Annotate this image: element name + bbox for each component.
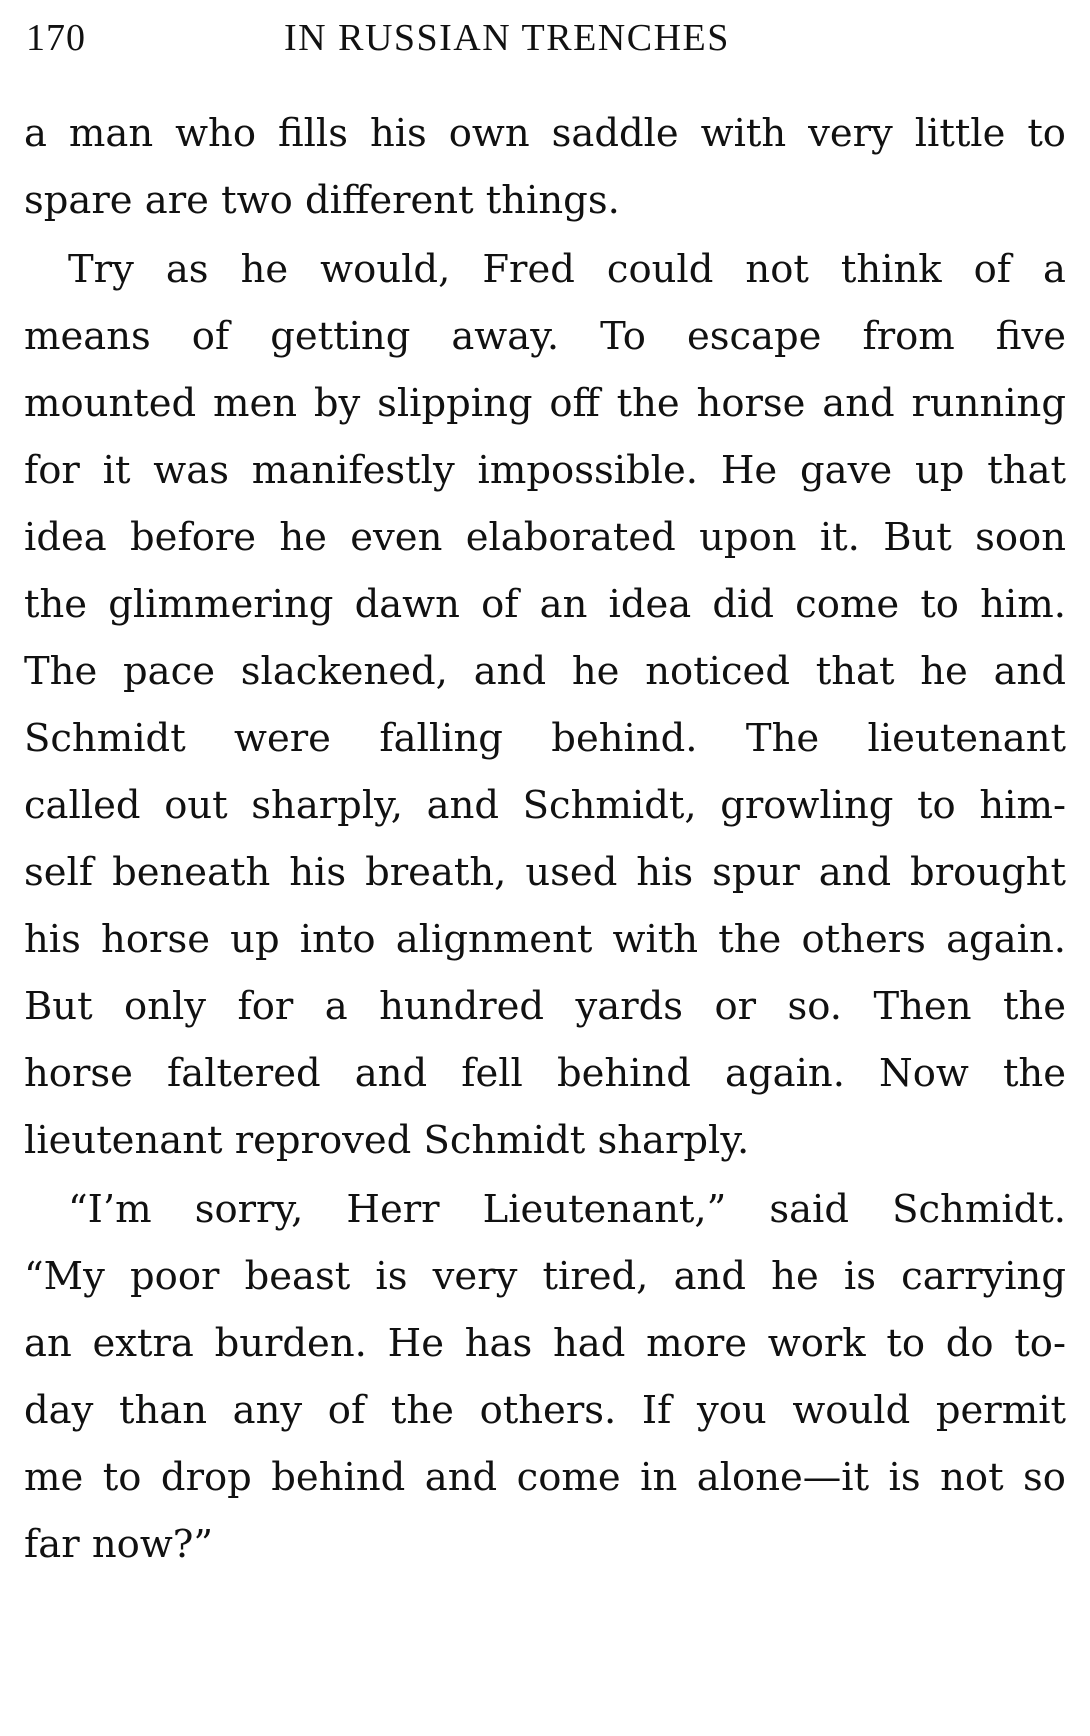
text-line: Schmidt were falling behind. The lieutenant bbox=[24, 716, 1066, 761]
text-line: a man who fills his own saddle with very little to bbox=[24, 111, 1066, 156]
page-number: 170 bbox=[26, 17, 86, 59]
text-line: self beneath his breath, used his spur and brought bbox=[24, 850, 1066, 895]
text-line: horse faltered and fell behind again. Now the bbox=[24, 1051, 1066, 1096]
text-line: The pace slackened, and he noticed that he and bbox=[24, 649, 1066, 694]
text-line: spare are two different things. bbox=[24, 178, 620, 223]
text-line: lieutenant reproved Schmidt sharply. bbox=[24, 1118, 750, 1163]
paragraph bbox=[24, 236, 1066, 1174]
text-line: means of getting away. To escape from five bbox=[24, 314, 1066, 359]
text-line: But only for a hundred yards or so. Then the bbox=[24, 984, 1066, 1029]
body-text bbox=[24, 100, 1066, 1578]
text-line: called out sharply, and Schmidt, growling to him- bbox=[24, 783, 1066, 828]
text-line: day than any of the others. If you would permit bbox=[24, 1388, 1066, 1433]
text-line: an extra burden. He has had more work to do to- bbox=[24, 1321, 1066, 1366]
paragraph bbox=[24, 100, 1066, 234]
text-line: for it was manifestly impossible. He gave up that bbox=[24, 448, 1066, 493]
text-line: idea before he even elaborated upon it. But soon bbox=[24, 515, 1066, 560]
text-line: the glimmering dawn of an idea did come to him. bbox=[24, 582, 1066, 627]
page-header bbox=[26, 16, 1030, 66]
paragraph bbox=[24, 1176, 1066, 1578]
text-line: mounted men by slipping off the horse and running bbox=[24, 381, 1066, 426]
text-line: far now?” bbox=[24, 1522, 214, 1567]
text-line: his horse up into alignment with the others again. bbox=[24, 917, 1066, 962]
text-line: me to drop behind and come in alone—it is not so bbox=[24, 1455, 1066, 1500]
text-line: “My poor beast is very tired, and he is carrying bbox=[24, 1254, 1066, 1299]
running-head: IN RUSSIAN TRENCHES bbox=[284, 17, 730, 59]
text-line: Try as he would, Fred could not think of a bbox=[68, 247, 1066, 292]
text-line: “I’m sorry, Herr Lieutenant,” said Schmidt. bbox=[68, 1187, 1066, 1232]
